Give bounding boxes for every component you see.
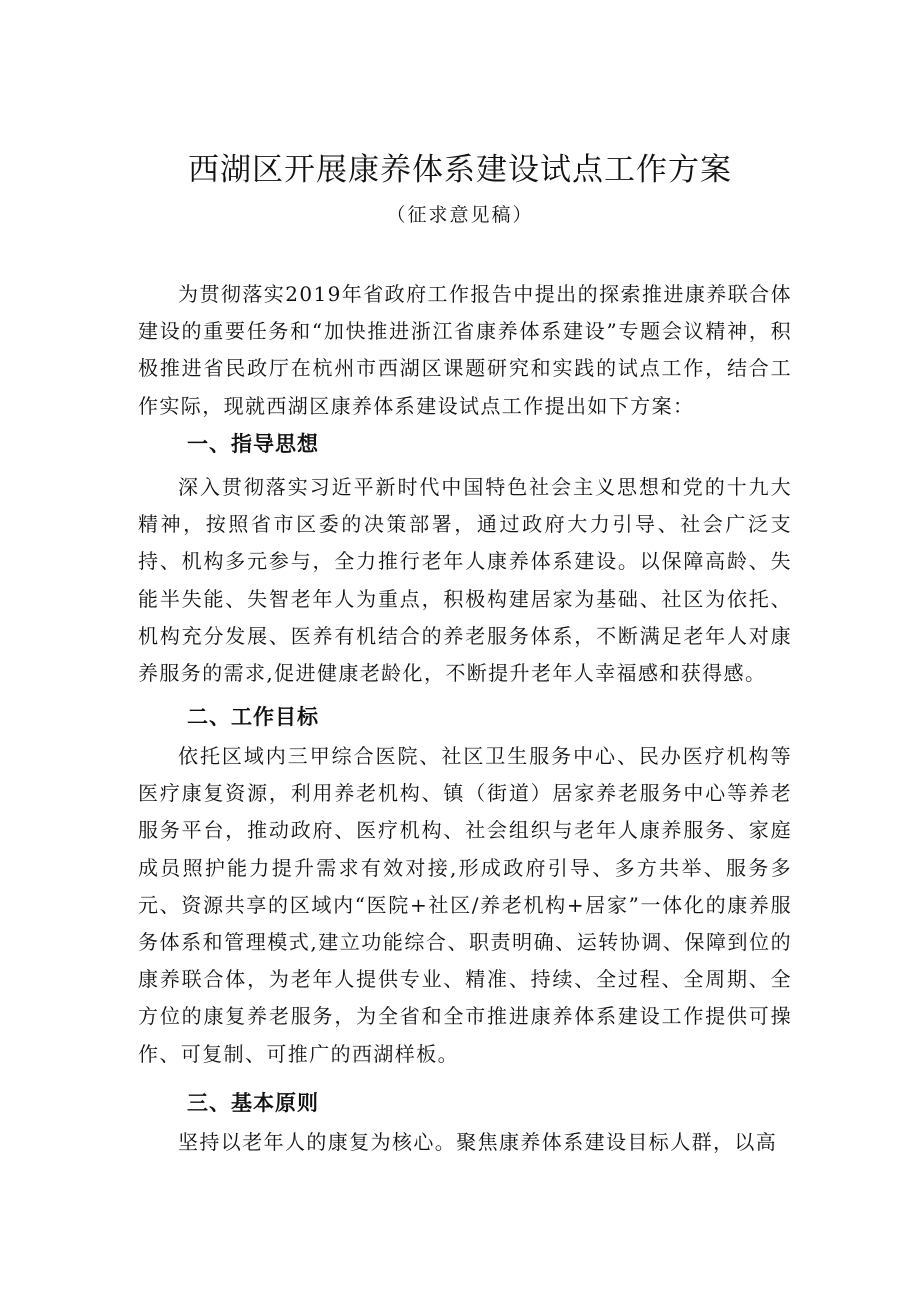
section-heading-work-goals: 二、工作目标 — [187, 705, 319, 729]
section-paragraph-guiding-ideology: 深入贯彻落实习近平新时代中国特色社会主义思想和党的十九大精神，按照省市区委的决策部署，通过政府大力引导、社会广泛支持、机构多元参与，全力推行老年人康养体系建设。以保障高龄、失能半失能、失智老年人为重点，积极构建居家为基础、社区为依托、机构充分发展、医养有机结合的养老服务体系，不断满足老年人对康养服务的需求,促进健康老龄化，不断提升老年人幸福感和获得感。 — [138, 475, 792, 686]
section-paragraph-work-goals: 依托区域内三甲综合医院、社区卫生服务中心、民办医疗机构等医疗康复资源，利用养老机构、镇（街道）居家养老服务中心等养老服务平台，推动政府、医疗机构、社会组织与老年人康养服务、家庭成员照护能力提升需求有效对接,形成政府引导、多方共举、服务多元、资源共享的区域内“医院+社区/养老机构+居家”一体化的康养服务体系和管理模式,建立功能综合、职责明确、运转协调、保障到位的康养联合体，为老年人提供专业、精准、持续、全过程、全周期、全方位的康复养老服务，为全省和全市推进康养体系建设工作提供可操作、可复制、可推广的西湖样板。 — [138, 744, 792, 1066]
document-title: 西湖区开展康养体系建设试点工作方案 — [188, 152, 732, 188]
section-heading-basic-principles: 三、基本原则 — [187, 1091, 319, 1115]
intro-paragraph: 为贯彻落实2019年省政府工作报告中提出的探索推进康养联合体建设的重要任务和“加快推进浙江省康养体系建设”专题会议精神，积极推进省民政厅在杭州市西湖区课题研究和实践的试点工作，结合工作实际，现就西湖区康养体系建设试点工作提出如下方案： — [138, 282, 792, 418]
document-subtitle: （征求意见稿） — [386, 204, 534, 226]
section-paragraph-basic-principles: 坚持以老年人的康复为核心。聚焦康养体系建设目标人群，以高 — [178, 1130, 778, 1154]
section-heading-guiding-ideology: 一、指导思想 — [187, 432, 319, 456]
